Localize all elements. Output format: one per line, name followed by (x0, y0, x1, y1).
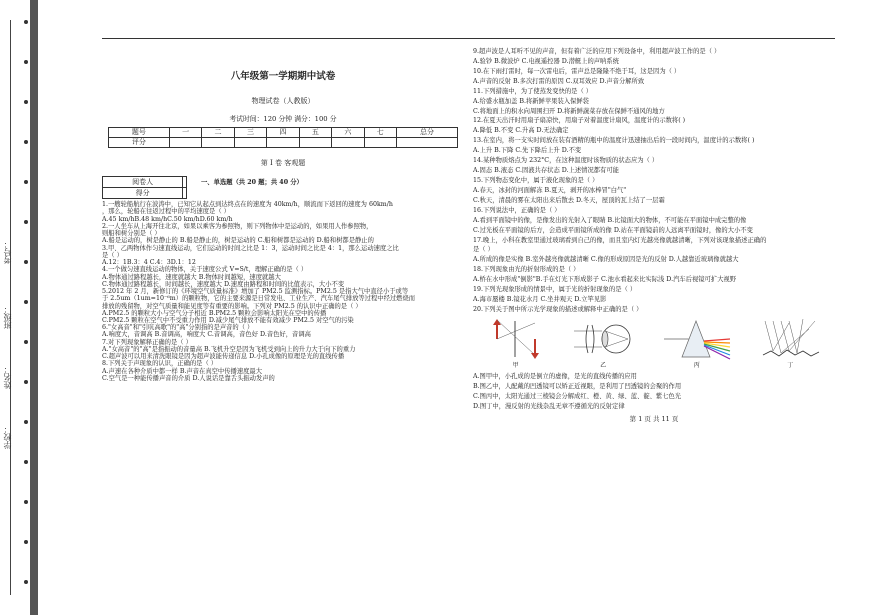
pinhole-camera-figure (487, 317, 545, 361)
question-line: A."女高音"的"高"是指振动的音量高 B.飞机升空是因为飞机受到向上的升力大于向下的重力 (102, 345, 356, 353)
question-line: 15.下列物态变化中，属于液化现象的是（ ） (473, 176, 599, 184)
grader-cell[interactable] (183, 187, 187, 198)
binding-dot (24, 140, 28, 144)
score-header-row (109, 127, 458, 137)
question-line: C.空气是一种能传播声音的介质 D.人说话是靠舌头振动发声的 (102, 374, 275, 382)
figure-label-bing: 丙 (693, 362, 700, 370)
question-line: C.秋天，清晨的雾在太阳出来后散去 D.冬天，屋顶的瓦上结了一层霜 (473, 196, 665, 204)
score-cell[interactable] (169, 137, 201, 147)
binding-dot (24, 180, 28, 184)
right-column (473, 40, 835, 423)
binding-dot (24, 20, 28, 24)
question-line: 是（ ） (102, 251, 123, 259)
question-line: C.PM2.5 颗粒在空气中不受重力作用 D.减少尾气排放不能有效减少 PM2.5 对空气的污染 (102, 316, 354, 324)
question-line: A.声音的反射 B.多次打雷的原因 C.双耳效应 D.声音分解所致 (473, 77, 645, 85)
question-line: 19.下列光现象形成的情景中，属于光的折射现象的是（ ） (473, 286, 637, 294)
binding-dot (24, 260, 28, 264)
question-line: 1.一艘轮船航行在波涛中，已知它从起点到达终点在的速度为 40km/h，顺流而下返回的速度为 60km/h (102, 201, 393, 209)
score-cell[interactable] (267, 137, 299, 147)
part-heading: 第 I 卷 客观题 (260, 158, 306, 167)
question-line: A.45 km/hB.48 km/hC.50 km/hD.60 km/h (102, 215, 233, 223)
page-number: 第 1 页 共 11 页 (629, 414, 679, 423)
question-line: 14.某种物质熔点为 232°C，在这种温度时该物质的状态应为（ ） (473, 157, 659, 165)
question-line: C.将地面上的积水向周围扫开 D.将新鲜蔬菜存放在保鲜不通风的地方 (473, 107, 665, 115)
figure-label-ding: 丁 (787, 362, 794, 370)
question-line: 于 2.5um（1um=10⁻⁶m）的颗粒物，它的主要来源是日常发电、工业生产、汽车尾气排放等过程中经过燃烧而 (102, 295, 416, 303)
binding-dot (24, 460, 28, 464)
left-questions (102, 201, 464, 382)
binding-dot (24, 420, 28, 424)
score-cell[interactable] (234, 137, 266, 147)
score-header-cell: 二 (202, 127, 234, 137)
score-cell[interactable] (332, 137, 364, 147)
question-line: 是（ ） (473, 246, 494, 254)
question-line: 16.下列说法中，正确的是（ ） (473, 206, 561, 214)
question-line: A.所成的像是实像 B.室外越亮像就越清晰 C.像的形成原因是光的反射 D.人越靠近玻璃像就越大 (473, 256, 739, 264)
question-line: A.验钞 B.微波炉 C.电视遥控器 D.潜艇上的声呐系统 (473, 57, 619, 65)
question-line: D.图丁中，漫反射的光线杂乱无章不遵循光的反射定律 (473, 402, 625, 410)
binding-dot (24, 500, 28, 504)
question-line: A.物体通过路程越长，速度就越大 B.物体时间越短，速度就越大 (102, 273, 281, 281)
figure-label-yi: 乙 (600, 362, 607, 370)
question-line: C.物体通过路程越长，时间越长，速度越大 D.速度由路程和时间的比值表示，大小不变 (102, 280, 345, 288)
question-line: B.图乙中，人配戴的凹透镜可以矫正近视眼，是利用了凹透镜的会聚的作用 (473, 382, 682, 390)
figure-jia (487, 317, 545, 370)
score-header-cell: 五 (299, 127, 331, 137)
question-line: A.海市蜃楼 B.镜花水月 C.坐井观天 D.立竿见影 (473, 296, 607, 304)
score-label: 得分 (103, 187, 183, 198)
exam-number-label: 考号： (3, 240, 12, 264)
question-line: 11.下列措施中，为了使蒸发变快的是（ ） (473, 87, 593, 95)
binding-dot (24, 340, 28, 344)
score-value-row (109, 137, 458, 147)
question-line: A.春天，冰封的河面解冻 B.夏天，剥开的冰棒冒"白气" (473, 186, 627, 194)
question-line: 5.2012 年 2 月，新修订的《环境空气质量标准》增加了 PM2.5 监测指标。PM2.5 是指大气中直径小于或等 (102, 288, 409, 296)
binding-dot (24, 300, 28, 304)
name-label: 姓名： (3, 365, 12, 389)
figure-yi (572, 317, 634, 370)
score-header-cell: 四 (267, 127, 299, 137)
top-rule (102, 38, 835, 39)
score-header-cell: 一 (169, 127, 201, 137)
grader-label: 阅卷人 (103, 176, 183, 187)
question-line: A.上升 B.下降 C.先下降后上升 D.不变 (473, 147, 582, 155)
score-header-cell: 题号 (109, 127, 170, 137)
binding-dot (24, 540, 28, 544)
question-line: 8.下列关于声现象的认识，正确的是（ ） (102, 360, 218, 368)
grader-table (102, 176, 187, 199)
figure-ding (759, 317, 821, 370)
question-line: C.图丙中，太阳光通过三棱镜会分解成红、橙、黄、绿、蓝、靛、紫七色光 (473, 392, 682, 400)
binding-dot (24, 220, 28, 224)
section-heading: 一、单选题（共 20 题；共 40 分） (201, 178, 303, 186)
question-line: A.图甲中，小孔成的是倒立的虚像，是光的直线传播的应用 (473, 372, 637, 380)
question-line: C.过光板在平面镜的后方，会造成平面镜所成的像 D.站在平面镜前的人远离平面镜时，像的大小不变 (473, 226, 753, 234)
score-header-cell: 总分 (397, 127, 458, 137)
question-line: A.看到平面镜中的像，是像发出的光射入了眼睛 B.比镜面大的物体，不可能在平面镜中成完整的像 (473, 216, 747, 224)
question-line: A.给盛水瓶加盖 B.将新鲜苹果装入保鲜袋 (473, 97, 589, 105)
binding-dot (24, 380, 28, 384)
question-line: 10.在下雨打雷时，每一次雷电后，雷声总是隆隆不绝于耳，这是因为（ ） (473, 67, 681, 75)
score-header-cell: 三 (234, 127, 266, 137)
binding-margin (0, 0, 38, 615)
score-header-cell: 六 (332, 127, 364, 137)
question-line: A.桥在水中形成"倒影"B.手在灯光下形成影子 C.池水看起来比实际浅 D.汽车后视镜可扩大视野 (473, 276, 737, 284)
prism-figure (662, 317, 732, 361)
page-subtitle: 物理试卷（人教版） (251, 96, 315, 105)
eye-lens-figure (572, 317, 634, 361)
question-line: 则船和树分别是（ ） (102, 230, 161, 238)
question-line: 排放的残留物，对空气质量和能见度等有重要的影响。下列对 PM2.5 的认识中正确的是（ ） (102, 302, 362, 310)
question-line: 3.甲、乙两物体作匀速直线运动，它们运动的时间之比是 1：3，运动时间之比是 4：1，那么运动速度之比 (102, 244, 399, 252)
question-line: 9.超声波是人耳听不见的声音，但有着广泛的应用下列设备中，利用超声波工作的是（ ） (473, 48, 721, 55)
question-line: 12.在夏天出汗时用扇子扇凉快，用扇子对着温度计扇风，温度计的示数将( ) (473, 117, 686, 125)
question-line: A.固态 B.液态 C.固液共存状态 D.上述情况都有可能 (473, 167, 619, 175)
grader-cell[interactable] (183, 176, 187, 187)
question-line: ，那么，轮船在往返过程中的平均速度是（ ） (102, 208, 230, 216)
score-cell[interactable] (364, 137, 396, 147)
question-line: 2.一人坐车从上海开往北京，如果以乘客为参照物，则下列物体中是运动的，如果用人作参照物， (102, 222, 373, 230)
figure-label-jia: 甲 (512, 362, 519, 370)
question-line: A.声速在各种介质中都一样 B.声音在真空中传播速度最大 (102, 367, 263, 375)
score-table (108, 127, 458, 148)
binding-dot (24, 100, 28, 104)
question-line: 17.晚上，小科在教室里通过玻璃看到自己的像，而且室内灯光越亮像就越清晰，下列对该现象描述正确的 (473, 236, 767, 244)
binding-dot (24, 60, 28, 64)
score-row-label: 评分 (109, 137, 170, 147)
question-line: 7.对下列现象解释正确的是（ ） (102, 338, 192, 346)
question-line: A.12：1B.3：4 C.4：3D.1：12 (102, 259, 196, 267)
page-title: 八年级第一学期期中试卷 (230, 71, 336, 82)
diffuse-reflection-figure (759, 317, 821, 361)
score-cell[interactable] (202, 137, 234, 147)
question-line: A.降低 B.不变 C.升高 D.无法确定 (473, 127, 569, 135)
exam-info: 考试时间：120 分钟 满分：100 分 (229, 114, 337, 123)
figure-row (473, 317, 835, 370)
question-line: C.超声波可以用来清洗眼镜是因为超声波能传递信息 D.小孔成像的原理是光的直线传播 (102, 353, 345, 361)
left-column (102, 40, 464, 382)
question-line: A.响度大，音调高 B.音调高，响度大 C.音调高，音色好 D.音色好，音调高 (102, 331, 311, 339)
score-header-cell: 七 (364, 127, 396, 137)
question-line: 18.下列现象由光的折射形成的是（ ） (473, 266, 580, 274)
question-line: 6."女高音"和"引吭高歌"的"高"分别指的是声音的（ ） (102, 324, 254, 332)
grader-block (102, 176, 464, 199)
question-line: 20.下列关于图中所示光学现象的描述或解释中正确的是（ ） (473, 305, 643, 313)
binding-bar (30, 0, 38, 615)
class-label: 班级： (3, 305, 12, 329)
question-line: 13.在室内，将一支实时间放在装有酒精的瓶中的温度计迅速抽出后的一段时间内，温度计的示数将( ) (473, 137, 755, 145)
question-line: A.船是运动的，树是静止的 B.船是静止的，树是运动的 C.船和树都是运动的 D.船和树都是静止的 (102, 237, 374, 245)
score-cell[interactable] (299, 137, 331, 147)
score-cell[interactable] (397, 137, 458, 147)
question-line: A.PM2.5 的颗粒大小与空气分子相近 B.PM2.5 颗粒会影响太阳光在空中的传播 (102, 309, 327, 317)
binding-dot (24, 580, 28, 584)
school-label: 学校： (3, 425, 12, 449)
figure-bing (662, 317, 732, 370)
question-line: 4.一个做匀速直线运动的物体，关于速度公式 V=S/t，理解正确的是（ ） (102, 266, 308, 274)
